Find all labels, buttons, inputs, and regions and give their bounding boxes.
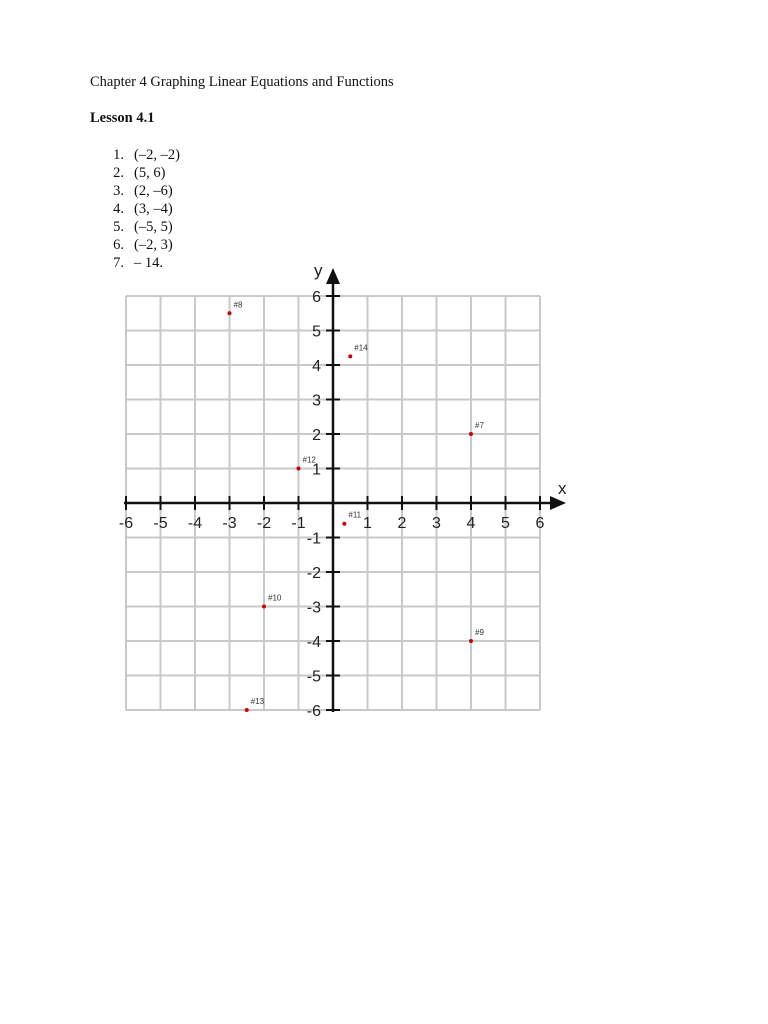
answer-number: 4.	[113, 201, 124, 217]
point-label: #7	[475, 421, 484, 430]
plot-point	[342, 522, 346, 526]
y-axis-arrow	[326, 268, 340, 284]
tick-labels	[119, 289, 545, 720]
x-tick-label: 2	[397, 515, 407, 532]
point-label: #8	[233, 300, 243, 310]
x-axis-arrow	[550, 496, 566, 510]
point-label: #12	[302, 455, 316, 465]
y-tick-label: 6	[312, 289, 321, 306]
plot-point	[348, 354, 352, 358]
y-tick-label: 4	[312, 358, 321, 375]
x-axis-label: x	[558, 479, 567, 498]
axes	[124, 261, 567, 712]
point-label: #11	[348, 510, 362, 520]
answer-text: (5, 6)	[134, 165, 166, 181]
plot-point	[297, 467, 301, 471]
y-tick-label: 3	[312, 392, 321, 410]
chapter-title: Chapter 4 Graphing Linear Equations and Functions	[90, 74, 394, 90]
x-tick-label: -5	[153, 515, 168, 532]
answer-text: (–2, 3)	[134, 237, 173, 253]
answer-number: 6.	[113, 237, 124, 253]
plot-point	[469, 432, 473, 436]
answer-text: – 14.	[134, 255, 163, 271]
y-tick-label: 2	[312, 427, 321, 444]
y-tick-label: 1	[312, 461, 321, 479]
x-tick-label: -1	[291, 515, 306, 532]
answer-text: (3, –4)	[134, 201, 173, 217]
x-tick-label: 6	[535, 515, 545, 532]
point-label: #13	[250, 697, 265, 706]
answer-number: 1.	[113, 147, 124, 163]
y-axis-label: y	[314, 261, 323, 280]
x-tick-label: 4	[466, 515, 476, 532]
answer-number: 2.	[113, 165, 124, 181]
answer-text: (–2, –2)	[134, 147, 180, 163]
answer-number: 3.	[113, 183, 124, 199]
plot-point	[228, 311, 232, 315]
y-tick-label: 5	[312, 323, 321, 341]
x-tick-label: -4	[187, 515, 203, 532]
lesson-title: Lesson 4.1	[90, 110, 155, 126]
plot-point	[245, 708, 249, 712]
y-tick-label: -2	[306, 565, 321, 582]
y-tick-label: -3	[306, 599, 321, 617]
y-tick-label: -6	[306, 703, 321, 720]
plot-point	[262, 605, 266, 609]
x-tick-label: -6	[118, 515, 134, 532]
y-tick-label: -1	[306, 530, 321, 548]
x-tick-label: -2	[256, 515, 272, 532]
point-label: #9	[475, 628, 484, 637]
plotted-points	[228, 300, 485, 712]
x-tick-label: 5	[501, 515, 510, 532]
x-tick-label: 1	[363, 515, 372, 532]
plot-point	[469, 639, 473, 643]
answer-text: (2, –6)	[134, 183, 173, 199]
x-tick-label: -3	[222, 515, 237, 532]
answer-number: 5.	[113, 219, 124, 235]
x-tick-label: 3	[432, 515, 441, 532]
point-label: #10	[268, 593, 282, 603]
point-label: #14	[354, 343, 368, 353]
answer-text: (–5, 5)	[134, 219, 173, 235]
y-tick-label: -4	[306, 634, 321, 651]
answer-number: 7.	[113, 255, 124, 271]
y-tick-label: -5	[306, 668, 321, 686]
